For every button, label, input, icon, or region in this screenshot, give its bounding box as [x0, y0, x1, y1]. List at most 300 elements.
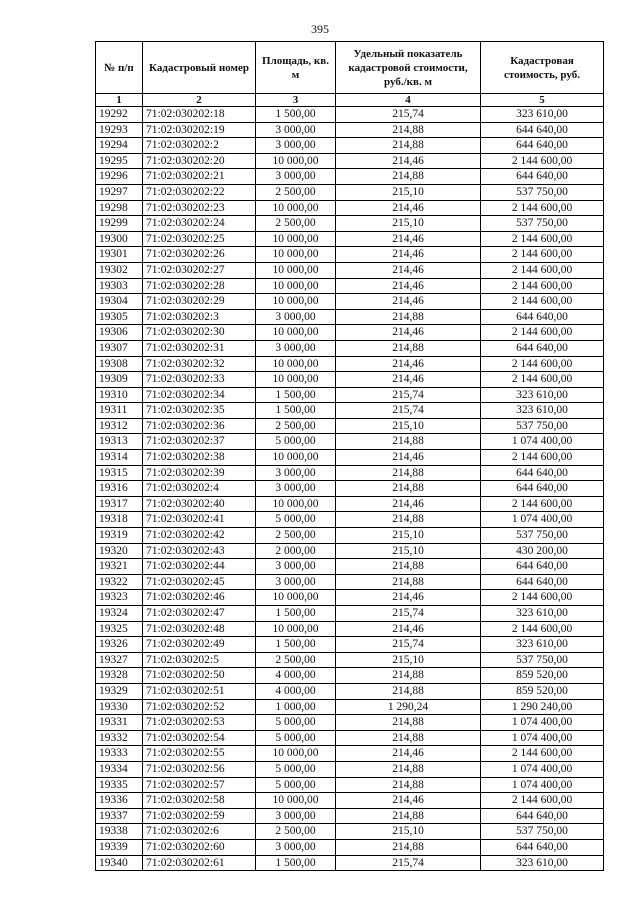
row-number-cell: 19326	[96, 637, 143, 653]
table-row	[96, 543, 604, 559]
cadastral-value-cell: 2 144 600,00	[481, 590, 604, 606]
cadastral-value-cell: 323 610,00	[481, 855, 604, 871]
row-number-cell: 19321	[96, 559, 143, 575]
table-row	[96, 138, 604, 154]
unit-value-cell: 214,88	[336, 434, 481, 450]
cadastral-value-cell: 1 074 400,00	[481, 730, 604, 746]
row-number-cell: 19305	[96, 309, 143, 325]
column-number: 2	[143, 94, 256, 107]
cadastral-number-cell: 71:02:030202:28	[143, 278, 256, 294]
area-cell: 5 000,00	[256, 715, 336, 731]
cadastral-value-cell: 2 144 600,00	[481, 450, 604, 466]
cadastral-number-cell: 71:02:030202:18	[143, 107, 256, 123]
unit-value-cell: 214,88	[336, 683, 481, 699]
header-row-number: № п/п	[96, 42, 143, 94]
table-row	[96, 496, 604, 512]
row-number-cell: 19338	[96, 824, 143, 840]
cadastral-number-cell: 71:02:030202:61	[143, 855, 256, 871]
unit-value-cell: 215,74	[336, 387, 481, 403]
page-number: 395	[311, 22, 329, 36]
cadastral-value-cell: 644 640,00	[481, 138, 604, 154]
area-cell: 3 000,00	[256, 465, 336, 481]
unit-value-cell: 214,46	[336, 200, 481, 216]
table-row	[96, 262, 604, 278]
area-cell: 10 000,00	[256, 278, 336, 294]
cadastral-number-cell: 71:02:030202:60	[143, 839, 256, 855]
unit-value-cell: 214,88	[336, 122, 481, 138]
table-row	[96, 153, 604, 169]
area-cell: 5 000,00	[256, 761, 336, 777]
cadastral-number-cell: 71:02:030202:48	[143, 621, 256, 637]
cadastral-number-cell: 71:02:030202:24	[143, 216, 256, 232]
unit-value-cell: 215,10	[336, 418, 481, 434]
cadastral-value-cell: 2 144 600,00	[481, 231, 604, 247]
unit-value-cell: 214,46	[336, 325, 481, 341]
cadastral-value-cell: 537 750,00	[481, 824, 604, 840]
unit-value-cell: 214,88	[336, 668, 481, 684]
cadastral-number-cell: 71:02:030202:34	[143, 387, 256, 403]
cadastral-number-cell: 71:02:030202:53	[143, 715, 256, 731]
row-number-cell: 19332	[96, 730, 143, 746]
area-cell: 2 500,00	[256, 528, 336, 544]
cadastral-value-cell: 644 640,00	[481, 808, 604, 824]
row-number-cell: 19315	[96, 465, 143, 481]
unit-value-cell: 214,88	[336, 777, 481, 793]
cadastral-number-cell: 71:02:030202:58	[143, 793, 256, 809]
cadastral-value-cell: 859 520,00	[481, 683, 604, 699]
area-cell: 1 500,00	[256, 637, 336, 653]
cadastral-value-cell: 644 640,00	[481, 169, 604, 185]
area-cell: 3 000,00	[256, 309, 336, 325]
unit-value-cell: 215,74	[336, 855, 481, 871]
unit-value-cell: 214,88	[336, 715, 481, 731]
row-number-cell: 19308	[96, 356, 143, 372]
row-number-cell: 19327	[96, 652, 143, 668]
area-cell: 4 000,00	[256, 683, 336, 699]
cadastral-value-cell: 2 144 600,00	[481, 496, 604, 512]
cadastral-value-cell: 859 520,00	[481, 668, 604, 684]
cadastral-number-cell: 71:02:030202:54	[143, 730, 256, 746]
cadastral-number-cell: 71:02:030202:32	[143, 356, 256, 372]
row-number-cell: 19311	[96, 403, 143, 419]
table-row	[96, 839, 604, 855]
table-row	[96, 793, 604, 809]
row-number-cell: 19292	[96, 107, 143, 123]
cadastral-value-cell: 323 610,00	[481, 403, 604, 419]
header-cadastral-number: Кадастровый номер	[143, 42, 256, 94]
row-number-cell: 19296	[96, 169, 143, 185]
table-row	[96, 512, 604, 528]
unit-value-cell: 214,46	[336, 356, 481, 372]
unit-value-cell: 214,88	[336, 465, 481, 481]
row-number-cell: 19306	[96, 325, 143, 341]
row-number-cell: 19304	[96, 294, 143, 310]
cadastral-value-cell: 323 610,00	[481, 637, 604, 653]
area-cell: 10 000,00	[256, 496, 336, 512]
unit-value-cell: 214,88	[336, 169, 481, 185]
row-number-cell: 19323	[96, 590, 143, 606]
unit-value-cell: 215,10	[336, 184, 481, 200]
cadastral-number-cell: 71:02:030202:45	[143, 574, 256, 590]
cadastral-value-cell: 644 640,00	[481, 839, 604, 855]
cadastral-value-cell: 537 750,00	[481, 418, 604, 434]
unit-value-cell: 214,88	[336, 512, 481, 528]
cadastral-number-cell: 71:02:030202:19	[143, 122, 256, 138]
cadastral-number-cell: 71:02:030202:47	[143, 606, 256, 622]
row-number-cell: 19337	[96, 808, 143, 824]
cadastral-value-cell: 430 200,00	[481, 543, 604, 559]
area-cell: 10 000,00	[256, 372, 336, 388]
area-cell: 10 000,00	[256, 231, 336, 247]
column-number: 5	[481, 94, 604, 107]
row-number-cell: 19335	[96, 777, 143, 793]
area-cell: 3 000,00	[256, 839, 336, 855]
cadastral-value-cell: 323 610,00	[481, 387, 604, 403]
header-area: Площадь, кв. м	[256, 42, 336, 94]
cadastral-number-cell: 71:02:030202:46	[143, 590, 256, 606]
table-row	[96, 621, 604, 637]
cadastral-number-cell: 71:02:030202:5	[143, 652, 256, 668]
unit-value-cell: 214,88	[336, 730, 481, 746]
table-row	[96, 231, 604, 247]
unit-value-cell: 214,46	[336, 231, 481, 247]
cadastral-number-cell: 71:02:030202:2	[143, 138, 256, 154]
table-row	[96, 855, 604, 871]
cadastral-number-cell: 71:02:030202:27	[143, 262, 256, 278]
unit-value-cell: 214,46	[336, 621, 481, 637]
unit-value-cell: 214,46	[336, 496, 481, 512]
cadastral-value-cell: 644 640,00	[481, 122, 604, 138]
unit-value-cell: 214,46	[336, 746, 481, 762]
table-row	[96, 777, 604, 793]
cadastral-value-cell: 1 074 400,00	[481, 777, 604, 793]
table-row	[96, 278, 604, 294]
cadastral-value-cell: 644 640,00	[481, 309, 604, 325]
row-number-cell: 19328	[96, 668, 143, 684]
table-row	[96, 574, 604, 590]
unit-value-cell: 214,46	[336, 793, 481, 809]
row-number-cell: 19340	[96, 855, 143, 871]
cadastral-value-cell: 1 074 400,00	[481, 715, 604, 731]
area-cell: 3 000,00	[256, 138, 336, 154]
area-cell: 2 500,00	[256, 216, 336, 232]
unit-value-cell: 1 290,24	[336, 699, 481, 715]
cadastral-value-table	[95, 41, 604, 871]
area-cell: 10 000,00	[256, 247, 336, 263]
cadastral-number-cell: 71:02:030202:31	[143, 340, 256, 356]
row-number-cell: 19303	[96, 278, 143, 294]
cadastral-value-cell: 2 144 600,00	[481, 356, 604, 372]
unit-value-cell: 215,10	[336, 216, 481, 232]
cadastral-number-cell: 71:02:030202:21	[143, 169, 256, 185]
cadastral-number-cell: 71:02:030202:59	[143, 808, 256, 824]
area-cell: 5 000,00	[256, 730, 336, 746]
cadastral-number-cell: 71:02:030202:26	[143, 247, 256, 263]
row-number-cell: 19334	[96, 761, 143, 777]
cadastral-value-cell: 537 750,00	[481, 216, 604, 232]
area-cell: 10 000,00	[256, 294, 336, 310]
unit-value-cell: 214,88	[336, 839, 481, 855]
table-row	[96, 481, 604, 497]
cadastral-number-cell: 71:02:030202:33	[143, 372, 256, 388]
unit-value-cell: 215,74	[336, 107, 481, 123]
table-row	[96, 715, 604, 731]
table-row	[96, 372, 604, 388]
area-cell: 10 000,00	[256, 746, 336, 762]
unit-value-cell: 214,46	[336, 153, 481, 169]
cadastral-number-cell: 71:02:030202:39	[143, 465, 256, 481]
row-number-cell: 19318	[96, 512, 143, 528]
table-row	[96, 418, 604, 434]
table-row	[96, 247, 604, 263]
area-cell: 3 000,00	[256, 574, 336, 590]
cadastral-value-cell: 537 750,00	[481, 652, 604, 668]
cadastral-value-cell: 644 640,00	[481, 574, 604, 590]
unit-value-cell: 214,46	[336, 278, 481, 294]
cadastral-number-cell: 71:02:030202:56	[143, 761, 256, 777]
row-number-cell: 19330	[96, 699, 143, 715]
area-cell: 2 500,00	[256, 418, 336, 434]
area-cell: 10 000,00	[256, 325, 336, 341]
cadastral-number-cell: 71:02:030202:30	[143, 325, 256, 341]
unit-value-cell: 214,46	[336, 450, 481, 466]
table-row	[96, 169, 604, 185]
area-cell: 10 000,00	[256, 262, 336, 278]
row-number-cell: 19339	[96, 839, 143, 855]
unit-value-cell: 214,88	[336, 574, 481, 590]
area-cell: 3 000,00	[256, 559, 336, 575]
row-number-cell: 19299	[96, 216, 143, 232]
cadastral-number-cell: 71:02:030202:3	[143, 309, 256, 325]
area-cell: 1 500,00	[256, 387, 336, 403]
cadastral-number-cell: 71:02:030202:57	[143, 777, 256, 793]
area-cell: 5 000,00	[256, 434, 336, 450]
table-row	[96, 340, 604, 356]
row-number-cell: 19325	[96, 621, 143, 637]
table-row	[96, 590, 604, 606]
area-cell: 4 000,00	[256, 668, 336, 684]
cadastral-number-cell: 71:02:030202:38	[143, 450, 256, 466]
unit-value-cell: 214,46	[336, 247, 481, 263]
row-number-cell: 19322	[96, 574, 143, 590]
row-number-cell: 19324	[96, 606, 143, 622]
unit-value-cell: 214,46	[336, 372, 481, 388]
area-cell: 5 000,00	[256, 777, 336, 793]
cadastral-number-cell: 71:02:030202:36	[143, 418, 256, 434]
row-number-cell: 19294	[96, 138, 143, 154]
area-cell: 2 500,00	[256, 652, 336, 668]
cadastral-number-cell: 71:02:030202:50	[143, 668, 256, 684]
table-row	[96, 294, 604, 310]
cadastral-value-cell: 2 144 600,00	[481, 278, 604, 294]
area-cell: 1 500,00	[256, 855, 336, 871]
area-cell: 5 000,00	[256, 512, 336, 528]
cadastral-number-cell: 71:02:030202:44	[143, 559, 256, 575]
cadastral-value-cell: 1 074 400,00	[481, 512, 604, 528]
cadastral-value-cell: 2 144 600,00	[481, 325, 604, 341]
cadastral-number-cell: 71:02:030202:55	[143, 746, 256, 762]
row-number-cell: 19301	[96, 247, 143, 263]
row-number-cell: 19302	[96, 262, 143, 278]
column-number-row	[96, 94, 604, 107]
cadastral-number-cell: 71:02:030202:41	[143, 512, 256, 528]
row-number-cell: 19297	[96, 184, 143, 200]
row-number-cell: 19336	[96, 793, 143, 809]
row-number-cell: 19320	[96, 543, 143, 559]
cadastral-value-cell: 644 640,00	[481, 465, 604, 481]
table-body	[96, 107, 604, 871]
unit-value-cell: 214,88	[336, 309, 481, 325]
cadastral-number-cell: 71:02:030202:37	[143, 434, 256, 450]
cadastral-number-cell: 71:02:030202:23	[143, 200, 256, 216]
row-number-cell: 19307	[96, 340, 143, 356]
cadastral-value-cell: 2 144 600,00	[481, 153, 604, 169]
table-row	[96, 309, 604, 325]
row-number-cell: 19329	[96, 683, 143, 699]
area-cell: 3 000,00	[256, 122, 336, 138]
cadastral-value-cell: 644 640,00	[481, 340, 604, 356]
table-row	[96, 356, 604, 372]
area-cell: 1 500,00	[256, 606, 336, 622]
table-row	[96, 216, 604, 232]
table-row	[96, 699, 604, 715]
area-cell: 10 000,00	[256, 153, 336, 169]
cadastral-number-cell: 71:02:030202:6	[143, 824, 256, 840]
table-row	[96, 668, 604, 684]
area-cell: 3 000,00	[256, 340, 336, 356]
column-number: 4	[336, 94, 481, 107]
unit-value-cell: 215,10	[336, 528, 481, 544]
table-row	[96, 652, 604, 668]
cadastral-number-cell: 71:02:030202:40	[143, 496, 256, 512]
unit-value-cell: 215,10	[336, 824, 481, 840]
cadastral-value-cell: 2 144 600,00	[481, 793, 604, 809]
table-row	[96, 761, 604, 777]
table-row	[96, 730, 604, 746]
row-number-cell: 19300	[96, 231, 143, 247]
unit-value-cell: 214,88	[336, 340, 481, 356]
cadastral-value-cell: 2 144 600,00	[481, 372, 604, 388]
header-unit-value: Удельный показатель кадастровой стоимости, руб./кв. м	[336, 42, 481, 94]
area-cell: 10 000,00	[256, 450, 336, 466]
area-cell: 1 500,00	[256, 403, 336, 419]
row-number-cell: 19319	[96, 528, 143, 544]
cadastral-number-cell: 71:02:030202:20	[143, 153, 256, 169]
table-row	[96, 808, 604, 824]
area-cell: 10 000,00	[256, 200, 336, 216]
unit-value-cell: 214,46	[336, 590, 481, 606]
area-cell: 10 000,00	[256, 356, 336, 372]
table-row	[96, 465, 604, 481]
table-row	[96, 325, 604, 341]
table-row	[96, 528, 604, 544]
table-row	[96, 746, 604, 762]
table-row	[96, 122, 604, 138]
table-row	[96, 184, 604, 200]
unit-value-cell: 215,74	[336, 403, 481, 419]
row-number-cell: 19293	[96, 122, 143, 138]
unit-value-cell: 215,10	[336, 652, 481, 668]
cadastral-number-cell: 71:02:030202:42	[143, 528, 256, 544]
row-number-cell: 19298	[96, 200, 143, 216]
table-row	[96, 403, 604, 419]
cadastral-number-cell: 71:02:030202:52	[143, 699, 256, 715]
cadastral-value-cell: 2 144 600,00	[481, 247, 604, 263]
cadastral-value-cell: 537 750,00	[481, 528, 604, 544]
table-row	[96, 107, 604, 123]
area-cell: 10 000,00	[256, 793, 336, 809]
area-cell: 2 500,00	[256, 824, 336, 840]
cadastral-number-cell: 71:02:030202:35	[143, 403, 256, 419]
table-row	[96, 200, 604, 216]
area-cell: 1 000,00	[256, 699, 336, 715]
table-row	[96, 637, 604, 653]
cadastral-value-cell: 2 144 600,00	[481, 200, 604, 216]
row-number-cell: 19313	[96, 434, 143, 450]
cadastral-value-cell: 2 144 600,00	[481, 746, 604, 762]
unit-value-cell: 214,46	[336, 294, 481, 310]
table-row	[96, 434, 604, 450]
cadastral-value-cell: 2 144 600,00	[481, 294, 604, 310]
cadastral-number-cell: 71:02:030202:22	[143, 184, 256, 200]
cadastral-value-cell: 537 750,00	[481, 184, 604, 200]
cadastral-number-cell: 71:02:030202:29	[143, 294, 256, 310]
cadastral-number-cell: 71:02:030202:43	[143, 543, 256, 559]
column-number: 3	[256, 94, 336, 107]
area-cell: 3 000,00	[256, 169, 336, 185]
unit-value-cell: 214,88	[336, 559, 481, 575]
row-number-cell: 19316	[96, 481, 143, 497]
table-row	[96, 606, 604, 622]
area-cell: 10 000,00	[256, 590, 336, 606]
cadastral-number-cell: 71:02:030202:4	[143, 481, 256, 497]
row-number-cell: 19333	[96, 746, 143, 762]
row-number-cell: 19309	[96, 372, 143, 388]
cadastral-value-cell: 644 640,00	[481, 481, 604, 497]
row-number-cell: 19310	[96, 387, 143, 403]
row-number-cell: 19314	[96, 450, 143, 466]
row-number-cell: 19317	[96, 496, 143, 512]
row-number-cell: 19312	[96, 418, 143, 434]
cadastral-value-cell: 2 144 600,00	[481, 262, 604, 278]
cadastral-number-cell: 71:02:030202:25	[143, 231, 256, 247]
area-cell: 3 000,00	[256, 481, 336, 497]
unit-value-cell: 215,10	[336, 543, 481, 559]
cadastral-value-cell: 323 610,00	[481, 606, 604, 622]
unit-value-cell: 215,74	[336, 606, 481, 622]
table-header-row	[96, 42, 604, 94]
unit-value-cell: 214,88	[336, 808, 481, 824]
header-cadastral-value: Кадастровая стоимость, руб.	[481, 42, 604, 94]
table-row	[96, 450, 604, 466]
cadastral-number-cell: 71:02:030202:51	[143, 683, 256, 699]
unit-value-cell: 215,74	[336, 637, 481, 653]
cadastral-value-cell: 2 144 600,00	[481, 621, 604, 637]
area-cell: 2 500,00	[256, 184, 336, 200]
unit-value-cell: 214,88	[336, 138, 481, 154]
row-number-cell: 19295	[96, 153, 143, 169]
table-row	[96, 559, 604, 575]
area-cell: 10 000,00	[256, 621, 336, 637]
column-number: 1	[96, 94, 143, 107]
area-cell: 1 500,00	[256, 107, 336, 123]
cadastral-value-cell: 1 074 400,00	[481, 761, 604, 777]
area-cell: 2 000,00	[256, 543, 336, 559]
row-number-cell: 19331	[96, 715, 143, 731]
table-row	[96, 683, 604, 699]
cadastral-value-cell: 323 610,00	[481, 107, 604, 123]
unit-value-cell: 214,46	[336, 262, 481, 278]
